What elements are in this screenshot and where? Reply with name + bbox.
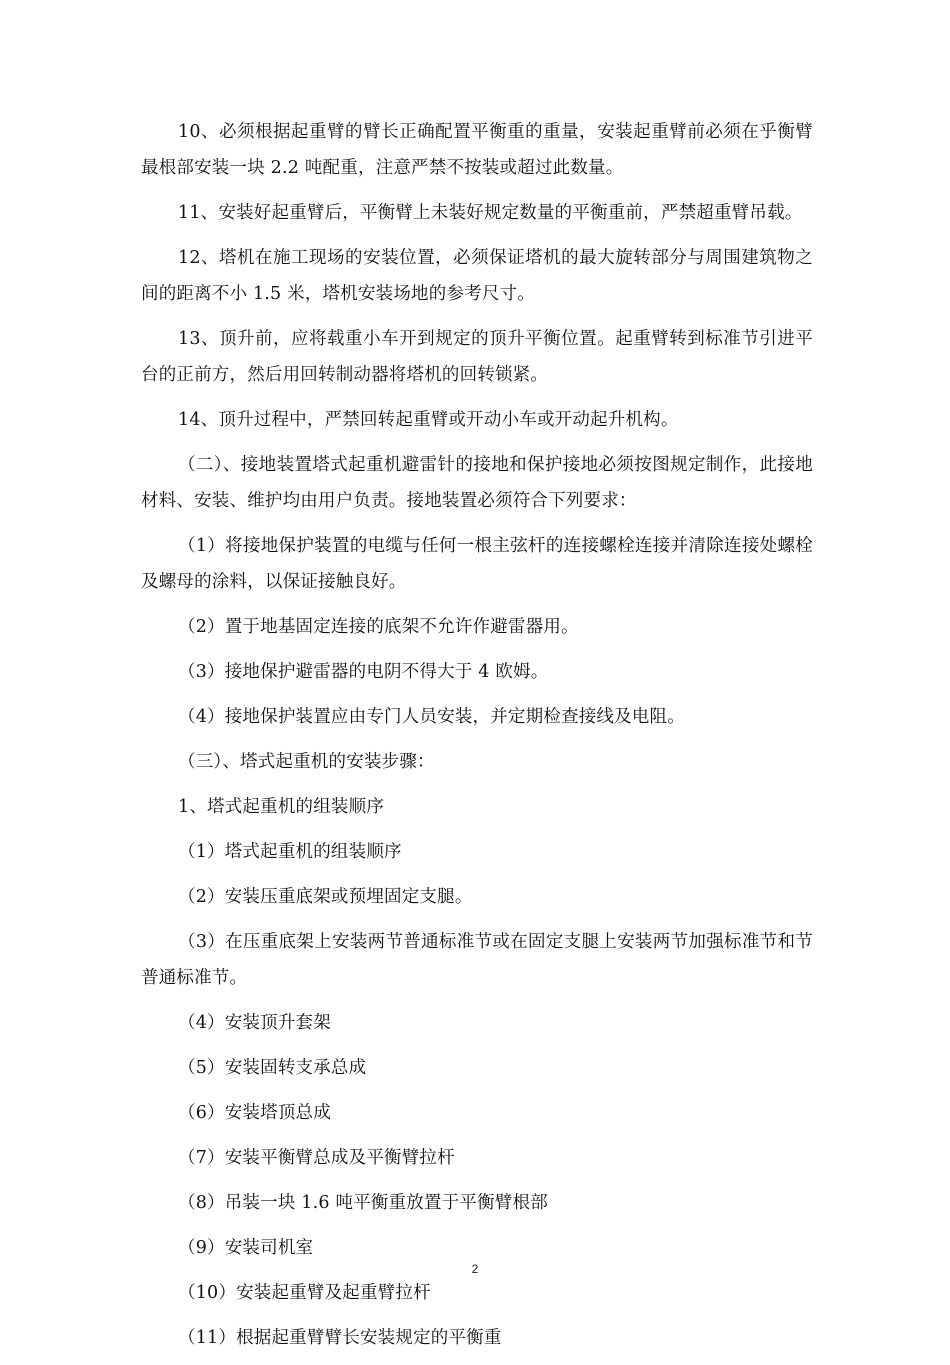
assembly-step-9: （9）安装司机室 [178, 1238, 314, 1258]
page-number: 2 [471, 1262, 479, 1276]
paragraph-item-11: 11、安装好起重臂后，平衡臂上未装好规定数量的平衡重前，严禁超重臂吊载。 [178, 203, 803, 223]
section-installation-heading: （三）、塔式起重机的安装步骤： [178, 752, 435, 772]
grounding-requirement-3: （3）接地保护避雷器的电阴不得大于 4 欧姆。 [178, 662, 549, 682]
subsection-assembly-order: 1、塔式起重机的组装顺序 [178, 797, 385, 817]
paragraph-item-12: 12、塔机在施工现场的安装位置，必须保证塔机的最大旋转部分与周围建筑物之间的距离不小 1.5 米，塔机安装场地的参考尺寸。 [141, 248, 813, 304]
paragraph-item-13: 13、顶升前，应将载重小车开到规定的顶升平衡位置。起重臂转到标准节引进平台的正前方，然后用回转制动器将塔机的回转锁紧。 [141, 329, 813, 385]
grounding-requirement-2: （2）置于地基固定连接的底架不允许作避雷器用。 [178, 617, 579, 637]
paragraph-item-10: 10、必须根据起重臂的臂长正确配置平衡重的重量，安装起重臂前必须在乎衡臂最根部安装一块 2.2 吨配重，注意严禁不按装或超过此数量。 [141, 122, 813, 178]
assembly-step-8: （8）吊装一块 1.6 吨平衡重放置于平衡臂根部 [178, 1193, 548, 1213]
assembly-step-5: （5）安装固转支承总成 [178, 1058, 367, 1078]
section-grounding-heading: （二）、接地装置塔式起重机避雷针的接地和保护接地必须按图规定制作，此接地材料、安装、维护均由用户负责。接地装置必须符合下列要求： [141, 455, 813, 511]
assembly-step-2: （2）安装压重底架或预埋固定支腿。 [178, 887, 473, 907]
assembly-step-11: （11）根据起重臂臂长安装规定的平衡重 [178, 1328, 502, 1348]
document-body [141, 114, 813, 1365]
assembly-step-7: （7）安装平衡臂总成及平衡臂拉杆 [178, 1148, 455, 1168]
grounding-requirement-1: （1）将接地保护装置的电缆与任何一根主弦杆的连接螺栓连接并清除连接处螺栓及螺母的涂料，以保证接触良好。 [141, 536, 813, 592]
assembly-step-4: （4）安装顶升套架 [178, 1013, 331, 1033]
assembly-step-10: （10）安装起重臂及起重臂拉杆 [178, 1283, 431, 1303]
grounding-requirement-4: （4）接地保护装置应由专门人员安装，并定期检查接线及电阻。 [178, 707, 685, 727]
paragraph-item-14: 14、顶升过程中，严禁回转起重臂或开动小车或开动起升机构。 [178, 410, 679, 430]
assembly-step-6: （6）安装塔顶总成 [178, 1103, 331, 1123]
assembly-step-3: （3）在压重底架上安装两节普通标准节或在固定支腿上安装两节加强标准节和节普通标准节。 [141, 932, 813, 988]
assembly-step-1: （1）塔式起重机的组装顺序 [178, 842, 402, 862]
